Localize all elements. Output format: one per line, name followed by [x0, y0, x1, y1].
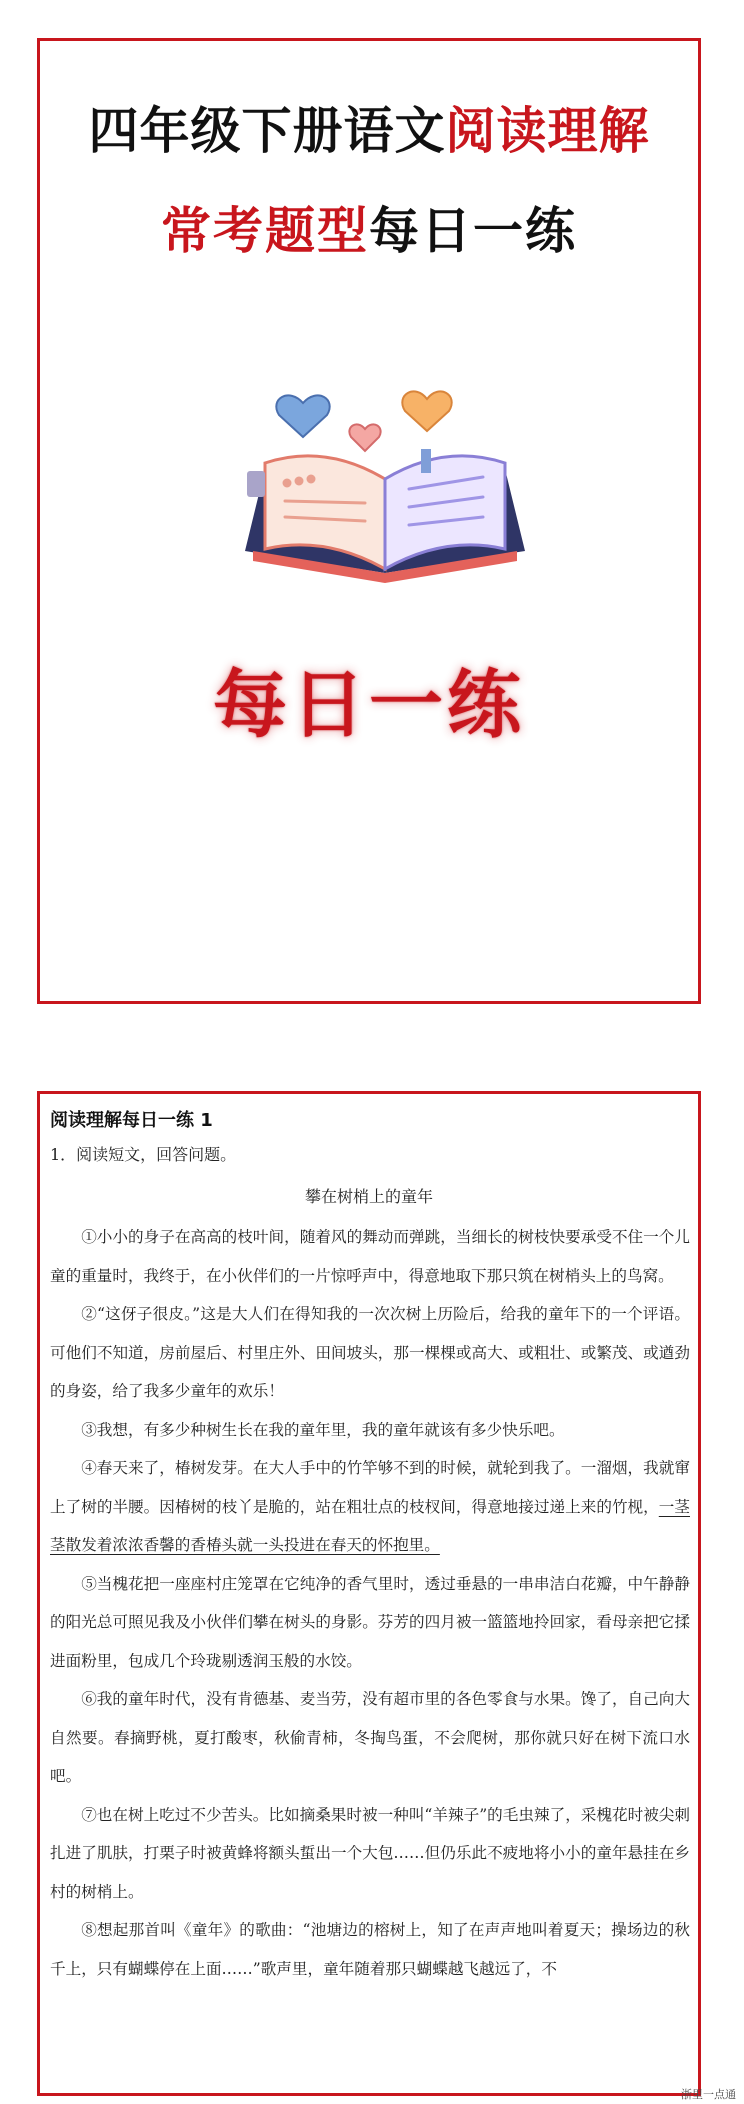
paragraph-5: ⑤当槐花把一座座村庄笼罩在它纯净的香气里时，透过垂悬的一串串洁白花瓣，中午静静的阳光总可照见我及小伙伴们攀在树头的身影。芬芳的四月被一篮篮地拎回家，看母亲把它揉进面粉里，包成几个玲珑剔透润玉般的水饺。 — [50, 1574, 690, 1670]
cover-subtitle-part2: 每日一练 — [369, 202, 577, 260]
orange-heart-icon — [402, 391, 451, 431]
paragraph-8: ⑧想起那首叫《童年》的歌曲：“池塘边的榕树上，知了在声声地叫着夏天；操场边的秋千上，只有蝴蝶停在上面……”歌声里，童年随着那只蝴蝶越飞越远了，不 — [50, 1921, 690, 1978]
open-book-with-hearts-icon — [225, 351, 545, 611]
passage-title: 攀在树梢上的童年 — [304, 1187, 433, 1206]
exercise-heading: 阅读理解每日一练 1 — [50, 1110, 213, 1131]
cover-title-part2: 阅读理解 — [445, 102, 650, 160]
cover-title-part1: 四年级下册语文 — [88, 102, 446, 160]
cover-subtitle-part1: 常考题型 — [161, 202, 369, 260]
blue-heart-icon — [276, 395, 329, 437]
cover-title — [40, 91, 698, 163]
question-prompt: 1．阅读短文，回答问题。 — [50, 1145, 237, 1164]
passage-body — [50, 1218, 690, 1988]
paragraph-3: ③我想，有多少种树生长在我的童年里，我的童年就该有多少快乐吧。 — [81, 1420, 565, 1439]
exercise-panel — [37, 1091, 701, 2096]
cover-subtitle — [40, 191, 698, 263]
paragraph-1: ①小小的身子在高高的枝叶间，随着风的舞动而弹跳，当细长的树枝快要承受不住一个儿童的重量时，我终于，在小伙伴们的一片惊呼声中，得意地取下那只筑在树梢头上的鸟窝。 — [50, 1228, 690, 1285]
pink-heart-icon — [349, 424, 380, 451]
paragraph-7: ⑦也在树上吃过不少苦头。比如摘桑果时被一种叫“羊辣子”的毛虫辣了，采槐花时被尖刺扎进了肌肤，打栗子时被黄蜂将额头蜇出一个大包……但仍乐此不疲地将小小的童年悬挂在乡村的树梢上。 — [50, 1805, 690, 1901]
paragraph-4 — [50, 1449, 690, 1565]
paragraph-2: ②“这伢子很皮。”这是大人们在得知我的一次次树上历险后，给我的童年下的一个评语。可他们不知道，房前屋后、村里庄外、田间坡头，那一棵棵或高大、或粗壮、或繁茂、或遒劲的身姿，给了我多少童年的欢乐！ — [50, 1305, 690, 1400]
daily-practice-badge: 每日一练 — [213, 662, 525, 748]
watermark: 浙里一点通 — [681, 2088, 736, 2101]
paragraph-6: ⑥我的童年时代，没有肯德基、麦当劳，没有超市里的各色零食与水果。馋了，自己向大自然要。春摘野桃，夏打酸枣，秋偷青柿，冬掏鸟蛋，不会爬树，那你就只好在树下流口水吧。 — [50, 1690, 690, 1785]
cover-panel — [37, 38, 701, 1004]
underlined-sentence: 一茎茎散发着浓浓香馨的香椿头就一头投进在春天的怀抱里。 — [50, 1497, 690, 1554]
paragraph-4-text: ④春天来了，椿树发芽。在大人手中的竹竿够不到的时候，就轮到我了。一溜烟，我就窜上了树的半腰。因椿树的枝丫是脆的，站在粗壮点的枝杈间，得意地接过递上来的竹枧， — [50, 1459, 690, 1516]
